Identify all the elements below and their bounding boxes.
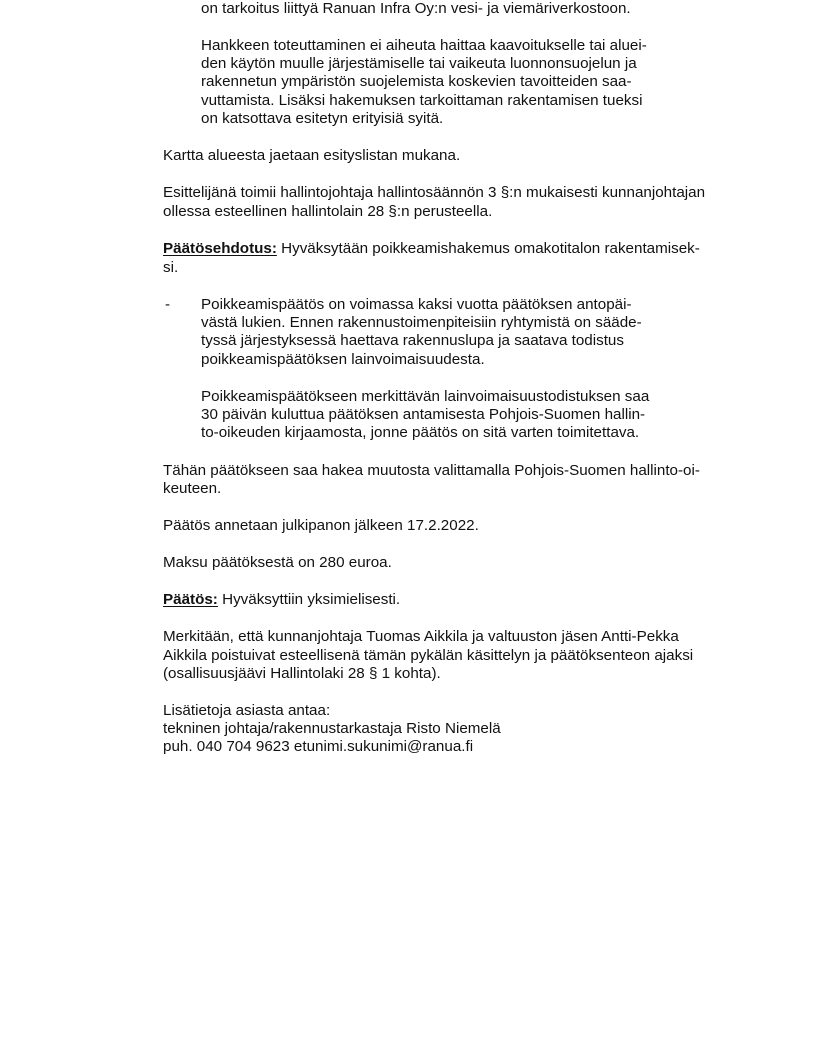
decision-label: Päätös: — [163, 591, 218, 608]
paragraph-line: Aikkila poistuivat esteellisenä tämän pykälän käsittelyn ja päätöksenteon ajaksi — [163, 647, 694, 664]
paragraph-line: si. — [163, 259, 179, 276]
paragraph-line: (osallisuusjäävi Hallintolaki 28 § 1 kohta). — [163, 665, 441, 682]
paragraph-line: on katsottava esitetyn erityisiä syitä. — [201, 110, 444, 127]
contact-heading: Lisätietoja asiasta antaa: — [163, 702, 331, 719]
paragraph-line: ollessa esteellinen hallintolain 28 §:n perusteella. — [163, 203, 493, 220]
paragraph-infra-line: on tarkoitus liittyä Ranuan Infra Oy:n vesi- ja viemäriverkostoon. — [201, 0, 631, 17]
paragraph-line: poikkeamispäätöksen lainvoimaisuudesta. — [201, 351, 485, 368]
paragraph-line: västä lukien. Ennen rakennustoimenpiteisiin ryhtymistä on sääde- — [201, 314, 642, 331]
paragraph-line: rakennetun ympäristön suojelemista koskevien tavoitteiden saa- — [201, 73, 632, 90]
contact-person: tekninen johtaja/rakennustarkastaja Risto Niemelä — [163, 720, 501, 737]
decision — [163, 591, 400, 610]
contact-phone-email: puh. 040 704 9623 etunimi.sukunimi@ranua.fi — [163, 738, 474, 755]
proposal-label: Päätösehdotus: — [163, 240, 277, 257]
decision-text: Hyväksyttiin yksimielisesti. — [217, 591, 401, 608]
paragraph-issue-date: Päätös annetaan julkipanon jälkeen 17.2.2022. — [163, 517, 479, 534]
paragraph-line: Poikkeamispäätökseen merkittävän lainvoimaisuustodistuksen saa — [201, 388, 650, 405]
paragraph-fee: Maksu päätöksestä on 280 euroa. — [163, 554, 392, 571]
paragraph-line: Merkitään, että kunnanjohtaja Tuomas Aikkila ja valtuuston jäsen Antti-Pekka — [163, 628, 679, 645]
paragraph-line: den käytön muulle järjestämiselle tai vaikeuta luonnonsuojelun ja — [201, 55, 637, 72]
list-bullet-dash: - — [165, 296, 171, 313]
paragraph-line — [163, 240, 700, 259]
paragraph-line: tyssä järjestyksessä haettava rakennuslupa ja saatava todistus — [201, 332, 624, 349]
paragraph-line: to-oikeuden kirjaamosta, jonne päätös on sitä varten toimitettava. — [201, 424, 640, 441]
paragraph-line: vuttamista. Lisäksi hakemuksen tarkoittaman rakentamisen tueksi — [201, 92, 643, 109]
paragraph-line: Hankkeen toteuttaminen ei aiheuta haittaa kaavoitukselle tai aluei- — [201, 37, 647, 54]
paragraph-line: keuteen. — [163, 480, 222, 497]
paragraph-line: Tähän päätökseen saa hakea muutosta valittamalla Pohjois-Suomen hallinto-oi- — [163, 462, 700, 479]
paragraph-line: Poikkeamispäätös on voimassa kaksi vuotta päätöksen antopäi- — [201, 296, 632, 313]
paragraph-line: 30 päivän kuluttua päätöksen antamisesta Pohjois-Suomen hallin- — [201, 406, 646, 423]
paragraph-kartta: Kartta alueesta jaetaan esityslistan mukana. — [163, 147, 461, 164]
proposal-text: Hyväksytään poikkeamishakemus omakotitalon rakentamisek- — [276, 240, 700, 257]
paragraph-line: Esittelijänä toimii hallintojohtaja hallintosäännön 3 §:n mukaisesti kunnanjohtajan — [163, 184, 706, 201]
